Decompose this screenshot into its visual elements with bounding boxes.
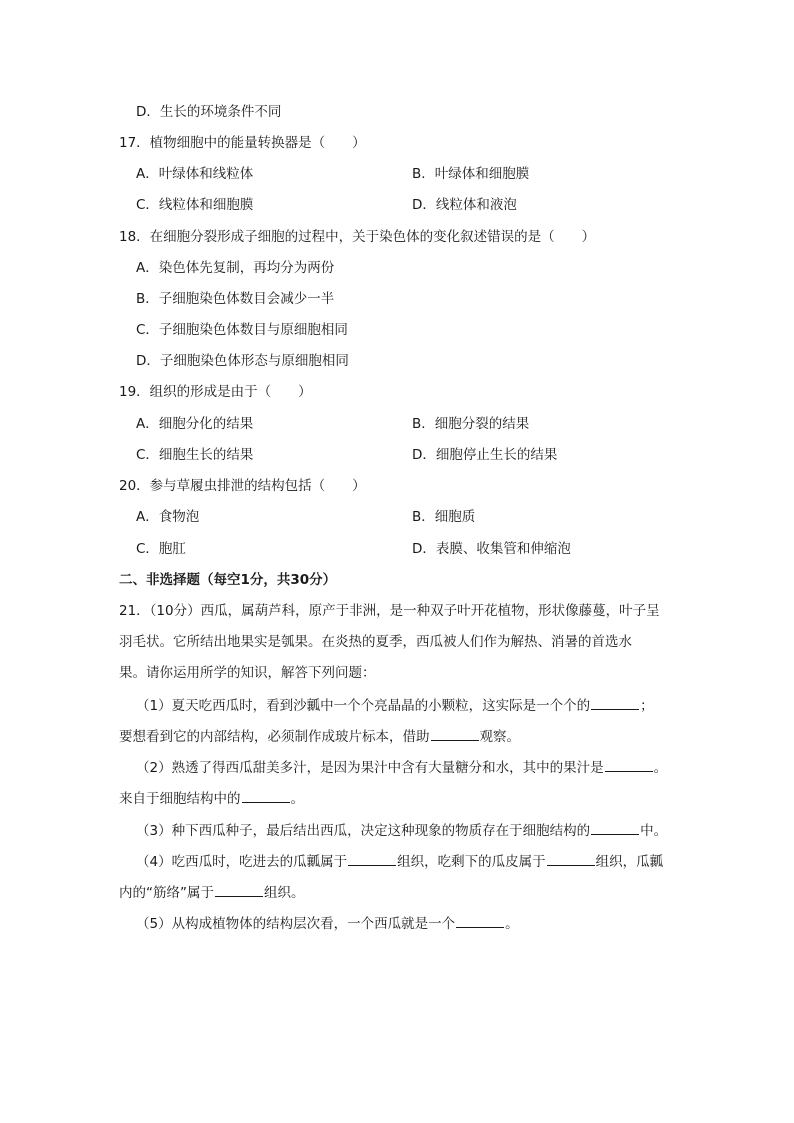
q21-part-2-text-c: 来自于细胞结构中的: [119, 791, 241, 807]
answer-blank[interactable]: [591, 695, 639, 710]
q20-option-c: C．胞肛: [136, 541, 186, 557]
q19-stem: 19．组织的形成是由于（ ）: [119, 384, 312, 400]
q19-option-a: A．细胞分化的结果: [136, 416, 254, 432]
q21-part-1-line-2: [119, 726, 520, 747]
q18-stem: 18．在细胞分裂形成子细胞的过程中，关于染色体的变化叙述错误的是（ ）: [119, 229, 596, 245]
q21-part-4-text-a: （4）吃西瓜时，吃进去的瓜瓤属于: [136, 854, 348, 870]
q17-option-a: A．叶绿体和线粒体: [136, 166, 254, 182]
q21-part-5-text-b: 。: [505, 916, 519, 932]
q20-option-a: A．食物泡: [136, 509, 200, 525]
q21-part-4-line-1: [136, 851, 663, 872]
q21-part-3-text-a: （3）种下西瓜种子，最后结出西瓜，决定这种现象的物质存在于细胞结构的: [136, 823, 591, 839]
q21-part-2-line-2: [119, 788, 304, 809]
q21-part-2-text-a: （2）熟透了得西瓜甜美多汁，是因为果汁中含有大量糖分和水，其中的果汁是: [136, 760, 604, 776]
q18-option-b: B．子细胞染色体数目会减少一半: [136, 291, 335, 307]
q21-stem-line-3: 果。请你运用所学的知识，解答下列问题：: [119, 665, 376, 681]
q21-part-4-text-b: 组织，吃剩下的瓜皮属于: [397, 854, 546, 870]
answer-blank[interactable]: [605, 757, 653, 772]
q21-part-1-text-b: ；: [640, 698, 654, 714]
answer-blank[interactable]: [431, 726, 479, 741]
q21-part-5-line-1: [136, 913, 519, 934]
q21-part-1-text-a: （1）夏天吃西瓜时，看到沙瓤中一个个亮晶晶的小颗粒，这实际是一个个的: [136, 698, 591, 714]
answer-blank[interactable]: [547, 851, 595, 866]
q19-option-c: C．细胞生长的结果: [136, 447, 254, 463]
q20-option-b: B．细胞质: [412, 509, 476, 525]
answer-blank[interactable]: [348, 851, 396, 866]
q18-option-a: A．染色体先复制，再均分为两份: [136, 260, 335, 276]
q21-stem-line-1: 21．（10分）西瓜，属葫芦科，原产于非洲，是一种双子叶开花植物，形状像藤蔓，叶子呈: [119, 603, 660, 619]
q21-part-1-text-d: 观察。: [479, 729, 520, 745]
q20-stem: 20．参与草履虫排泄的结构包括（ ）: [119, 478, 366, 494]
q21-part-5-text-a: （5）从构成植物体的结构层次看，一个西瓜就是一个: [136, 916, 456, 932]
q21-stem-line-2: 羽毛状。它所结出地果实是瓠果。在炎热的夏季，西瓜被人们作为解热、消暑的首选水: [119, 634, 632, 650]
q21-part-1-text-c: 要想看到它的内部结构，必须制作成玻片标本，借助: [119, 729, 430, 745]
q21-part-3-line-1: [136, 820, 667, 841]
q20-option-d: D．表膜、收集管和伸缩泡: [412, 541, 571, 557]
q21-part-1-line-1: [136, 695, 654, 716]
q21-part-4-text-c: 组织，瓜瓤: [595, 854, 664, 870]
answer-blank[interactable]: [591, 820, 639, 835]
q21-part-4-text-e: 组织。: [264, 885, 305, 901]
q21-part-3-text-b: 中。: [640, 823, 668, 839]
answer-blank[interactable]: [215, 882, 263, 897]
q21-part-2-text-b: 。: [653, 760, 668, 776]
q17-option-b: B．叶绿体和细胞膜: [412, 166, 530, 182]
answer-blank[interactable]: [456, 913, 504, 928]
q21-part-2-text-d: 。: [290, 791, 304, 807]
q21-part-4-text-d: 内的“筋络”属于: [119, 885, 214, 901]
q18-option-c: C．子细胞染色体数目与原细胞相同: [136, 322, 348, 338]
q19-option-b: B．细胞分裂的结果: [412, 416, 530, 432]
q21-part-4-line-2: [119, 882, 305, 903]
q18-option-d: D．子细胞染色体形态与原细胞相同: [136, 353, 349, 369]
q16-option-d: D．生长的环境条件不同: [136, 104, 282, 120]
answer-blank[interactable]: [242, 788, 290, 803]
q17-option-d: D．线粒体和液泡: [412, 197, 517, 213]
q17-stem: 17．植物细胞中的能量转换器是（ ）: [119, 135, 366, 151]
q21-part-2-line-1: [136, 757, 667, 778]
section-title: 二、非选择题（每空1分，共30分）: [119, 572, 337, 588]
q17-option-c: C．线粒体和细胞膜: [136, 197, 254, 213]
q19-option-d: D．细胞停止生长的结果: [412, 447, 558, 463]
